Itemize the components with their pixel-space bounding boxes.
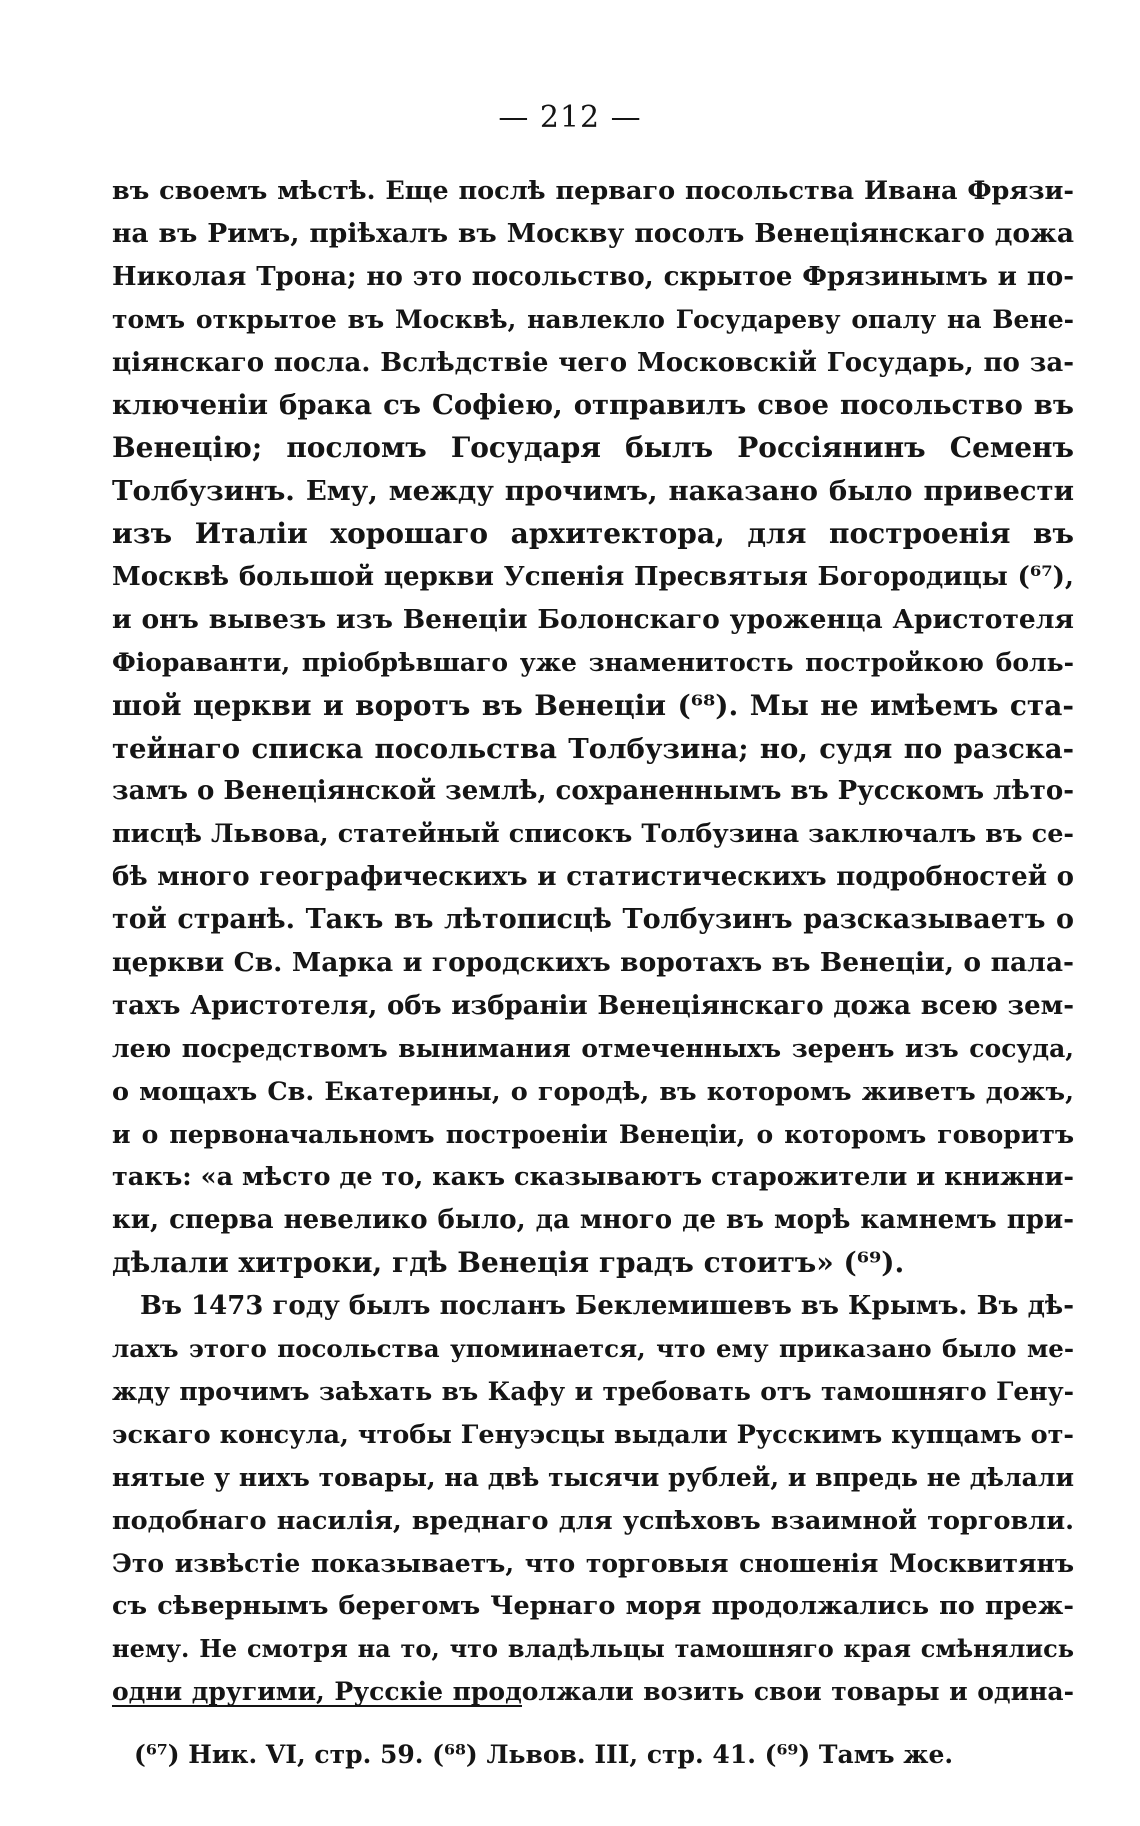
text-line: Венецію; посломъ Государя былъ Россіянинъ Семенъ <box>112 431 1074 465</box>
text-line: и о первоначальномъ построеніи Венеціи, о которомъ говоритъ <box>112 1119 1074 1149</box>
footnote-divider <box>112 1705 522 1707</box>
footnotes: (⁶⁷) Ник. VI, стр. 59. (⁶⁸) Львов. III, стр. 41. (⁶⁹) Тамъ же. <box>134 1740 954 1769</box>
text-line: лею посредствомъ вынимания отмеченныхъ зеренъ изъ сосуда, <box>112 1033 1074 1063</box>
text-line: писцѣ Львова, статейный списокъ Толбузина заключалъ въ се- <box>112 819 1074 850</box>
text-line: Москвѣ большой церкви Успенія Пресвятыя Богородицы (⁶⁷), <box>112 562 1074 593</box>
text-line: церкви Св. Марка и городскихъ воротахъ въ Венеціи, о пала- <box>112 947 1074 979</box>
text-line: бѣ много географическихъ и статистическихъ подробностей о <box>112 862 1074 893</box>
text-line: Толбузинъ. Ему, между прочимъ, наказано было привести <box>112 475 1074 508</box>
text-line: такъ: «а мѣсто де то, какъ сказываютъ старожители и книжни- <box>112 1162 1074 1193</box>
text-line: лахъ этого посольства упоминается, что ему приказано было ме- <box>112 1334 1074 1364</box>
text-line: съ сѣвернымъ берегомъ Чернаго моря продолжались по преж- <box>112 1591 1074 1622</box>
text-line: на въ Римъ, пріѣхалъ въ Москву посолъ Венеціянскаго дожа <box>112 217 1074 249</box>
text-line: эскаго консула, чтобы Генуэсцы выдали Русскимъ купцамъ от- <box>112 1419 1074 1450</box>
text-line: и онъ вывезъ изъ Венеціи Болонскаго уроженца Аристотеля <box>112 603 1074 635</box>
text-line: той странѣ. Такъ въ лѣтописцѣ Толбузинъ разсказываетъ о <box>112 904 1074 936</box>
text-line: изъ Италіи хорошаго архитектора, для построенія въ <box>112 517 1074 551</box>
text-line: жду прочимъ заѣхать въ Кафу и требовать отъ тамошняго Гену- <box>112 1376 1074 1406</box>
text-line: тейнаго списка посольства Толбузина; но, судя по разска- <box>112 732 1074 765</box>
text-line: въ своемъ мѣстѣ. Еще послѣ перваго посольства Ивана Фрязи- <box>112 176 1074 206</box>
text-line: замъ о Венеціянской землѣ, сохраненнымъ въ Русскомъ лѣто- <box>112 776 1074 807</box>
text-line: тахъ Аристотеля, объ избраніи Венеціянскаго дожа всею зем- <box>112 990 1074 1021</box>
text-line-paragraph-start: Въ 1473 году былъ посланъ Беклемишевъ въ Крымъ. Въ дѣ- <box>140 1291 1074 1322</box>
text-line: томъ открытое въ Москвѣ, навлекло Государеву опалу на Вене- <box>112 304 1074 334</box>
text-line: одни другими, Русскіе продолжали возить свои товары и одина- <box>112 1677 1074 1707</box>
text-line: о мощахъ Св. Екатерины, о городѣ, въ которомъ живетъ дожъ, <box>112 1076 1074 1107</box>
text-line: ки, сперва невелико было, да много де въ морѣ камнемъ при- <box>112 1205 1074 1236</box>
text-line: нему. Не смотря на то, что владѣльцы тамошняго края смѣнялись <box>112 1634 1074 1664</box>
text-line: шой церкви и воротъ въ Венеціи (⁶⁸). Мы не имѣемъ ста- <box>112 688 1074 722</box>
body-text <box>112 170 1074 1714</box>
text-line: Николая Трона; но это посольство, скрытое Фрязинымъ и по- <box>112 261 1074 292</box>
text-line: Это извѣстіе показываетъ, что торговыя сношенія Москвитянъ <box>112 1548 1074 1578</box>
page-number: — 212 — <box>498 100 642 135</box>
text-line: подобнаго насилія, вреднаго для успѣховъ взаимной торговли. <box>112 1505 1074 1536</box>
text-line: Фіораванти, пріобрѣвшаго уже знаменитость постройкою боль- <box>112 647 1074 677</box>
text-line: нятые у нихъ товары, на двѣ тысячи рублей, и впредь не дѣлали <box>112 1462 1074 1492</box>
text-line: ключеніи брака съ Софіею, отправилъ свое посольство въ <box>112 389 1074 422</box>
text-line-paragraph-end: дѣлали хитроки, гдѣ Венеція градъ стоитъ» (⁶⁹). <box>112 1246 905 1280</box>
text-line: ціянскаго посла. Вслѣдствіе чего Московскій Государь, по за- <box>112 347 1074 378</box>
